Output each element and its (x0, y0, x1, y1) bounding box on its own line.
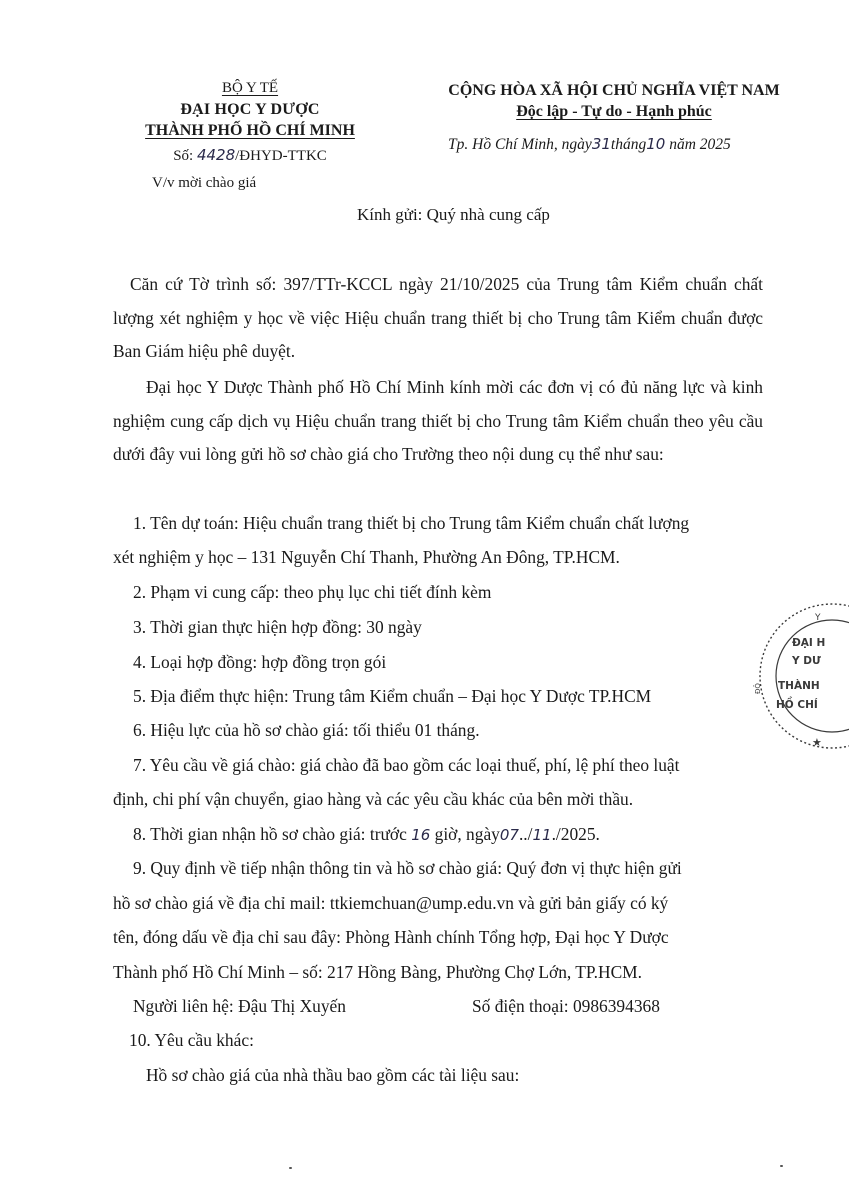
university-name-line2: THÀNH PHỐ HỒ CHÍ MINH (145, 122, 355, 139)
item-1-line-1: 1. Tên dự toán: Hiệu chuẩn trang thiết bị cho Trung tâm Kiểm chuẩn chất lượng (133, 513, 690, 533)
date-month-label: tháng (610, 136, 647, 153)
item-8 (133, 824, 600, 845)
item-9-line-1: 9. Quy định về tiếp nhận thông tin và hồ sơ chào giá: Quý đơn vị thực hiện gửi (133, 858, 682, 878)
item-5: 5. Địa điểm thực hiện: Trung tâm Kiểm chuẩn – Đại học Y Dược TP.HCM (133, 686, 652, 706)
documents-intro: Hồ sơ chào giá của nhà thầu bao gồm các tài liệu sau: (146, 1065, 520, 1085)
item-8-day-handwritten: 07 (499, 826, 519, 844)
seal-top-letter: Y (815, 613, 821, 623)
official-seal (742, 598, 849, 753)
item-10: 10. Yêu cầu khác: (129, 1030, 254, 1050)
seal-line-1: ĐẠI H (792, 637, 826, 649)
university-name-line1: ĐẠI HỌC Y DƯỢC (180, 101, 320, 118)
item-8-mid: giờ, ngày (430, 824, 500, 844)
item-1-line-2: xét nghiệm y học – 131 Nguyễn Chí Thanh, Phường An Đông, TP.HCM. (113, 547, 620, 567)
seal-side-text: ĐÔ (754, 683, 762, 694)
paragraph-basis: Căn cứ Tờ trình số: 397/TTr-KCCL ngày 21/10/2025 của Trung tâm Kiểm chuẩn chất lượng xét nghiệm y học về việc Hiệu chuẩn trang thiết bị cho Trung tâm Kiểm chuẩn được Ban Giám hiệu phê duyệt. (113, 274, 763, 361)
item-2: 2. Phạm vi cung cấp: theo phụ lục chi tiết đính kèm (133, 582, 492, 602)
date-day-handwritten: 31 (591, 135, 611, 153)
ministry-name: BỘ Y TẾ (221, 80, 279, 96)
nation-name: CỘNG HÒA XÃ HỘI CHỦ NGHĨA VIỆT NAM (448, 82, 780, 99)
date-year: năm 2025 (669, 136, 731, 153)
contact-phone: Số điện thoại: 0986394368 (472, 996, 660, 1016)
seal-line-2: Y DƯ (792, 655, 821, 667)
item-8-sep: ../ (518, 824, 533, 844)
item-6: 6. Hiệu lực của hồ sơ chào giá: tối thiểu 01 tháng. (133, 720, 480, 740)
item-9-line-2: hồ sơ chào giá về địa chỉ mail: ttkiemchuan@ump.edu.vn và gửi bản giấy có ký (113, 893, 669, 913)
contact-person: Người liên hệ: Đậu Thị Xuyến (133, 996, 346, 1016)
seal-line-4: HỒ CHÍ (776, 699, 818, 711)
doc-no-handwritten: 4428 (196, 146, 236, 164)
national-header (420, 80, 808, 122)
date-line (448, 135, 731, 154)
item-7-line-2: định, chi phí vận chuyển, giao hàng và các yêu cầu khác của bên mời thầu. (113, 789, 634, 809)
seal-star: ★ (812, 736, 822, 749)
item-7-line-1: 7. Yêu cầu về giá chào: giá chào đã bao gồm các loại thuế, phí, lệ phí theo luật (133, 755, 680, 775)
issuer-block (110, 78, 390, 167)
item-8-hour-handwritten: 16 (411, 826, 431, 844)
item-9-line-4: Thành phố Hồ Chí Minh – số: 217 Hồng Bàng, Phường Chợ Lớn, TP.HCM. (113, 962, 642, 982)
date-month-handwritten: 10 (646, 135, 666, 153)
seal-outer-ring (760, 604, 849, 748)
item-9-line-3: tên, đóng dấu về địa chỉ sau đây: Phòng Hành chính Tổng hợp, Đại học Y Dược (113, 927, 669, 947)
item-4: 4. Loại hợp đồng: hợp đồng trọn gói (133, 652, 387, 672)
salutation: Kính gửi: Quý nhà cung cấp (357, 205, 550, 224)
item-8-suffix: ./2025. (551, 824, 600, 844)
scan-speck (780, 1165, 783, 1167)
item-3: 3. Thời gian thực hiện hợp đồng: 30 ngày (133, 617, 422, 637)
date-prefix: Tp. Hồ Chí Minh, ngày (448, 136, 592, 153)
doc-no-suffix: /ĐHYD-TTKC (235, 148, 327, 164)
subject-line: V/v mời chào giá (152, 175, 257, 191)
national-motto: Độc lập - Tự do - Hạnh phúc (516, 103, 712, 120)
seal-line-3: THÀNH (778, 680, 820, 692)
official-seal-graphic (742, 598, 849, 753)
paragraph-invitation: Đại học Y Dược Thành phố Hồ Chí Minh kính mời các đơn vị có đủ năng lực và kinh nghiệm cung cấp dịch vụ Hiệu chuẩn trang thiết bị cho Trung tâm Kiểm chuẩn theo yêu cầu dưới đây vui lòng gửi hồ sơ chào giá cho Trường theo nội dung cụ thể như sau: (113, 377, 763, 464)
item-8-month-handwritten: 11 (532, 826, 552, 844)
doc-no-prefix: Số: (173, 148, 197, 164)
scan-speck (289, 1167, 292, 1169)
item-8-prefix: 8. Thời gian nhận hồ sơ chào giá: trước (133, 824, 412, 844)
document-number (110, 145, 390, 167)
